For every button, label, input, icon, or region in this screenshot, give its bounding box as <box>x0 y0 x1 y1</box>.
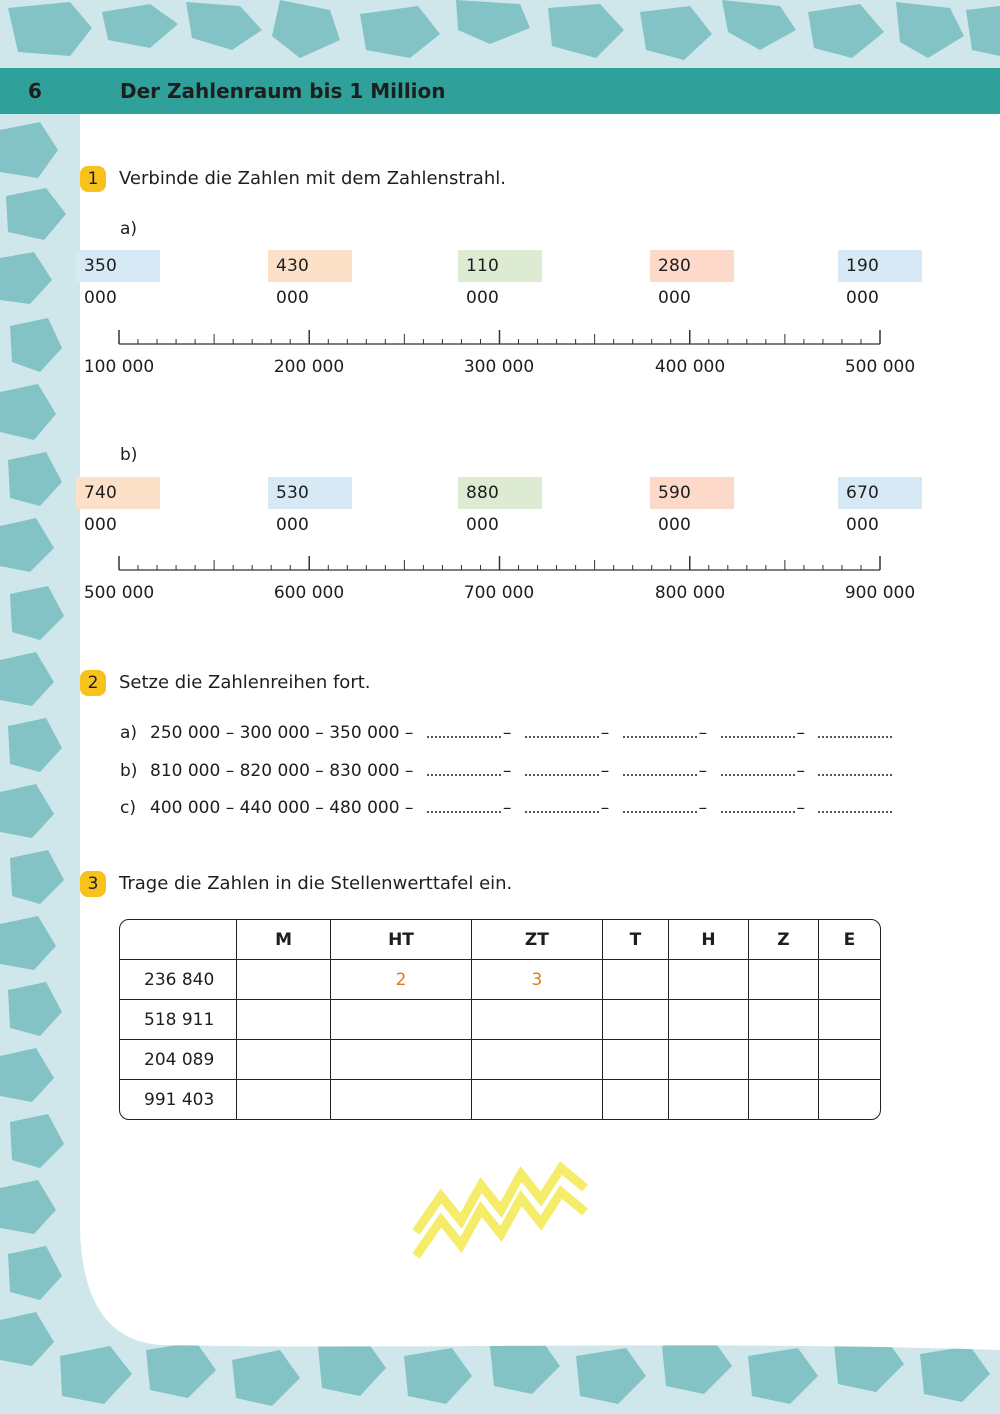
task-number-badge: 1 <box>80 166 106 192</box>
sequence-start: 810 000 – 820 000 – 830 000 – <box>150 761 414 781</box>
row-number: 518 911 <box>120 1000 237 1040</box>
column-header: ZT <box>472 920 603 960</box>
dash: – <box>502 798 512 818</box>
place-value-cell[interactable] <box>603 1000 669 1040</box>
dash: – <box>600 723 610 743</box>
number-line <box>110 546 900 586</box>
place-value-cell[interactable] <box>669 1040 749 1080</box>
place-value-cell[interactable] <box>237 1080 331 1119</box>
row-label: c) <box>120 798 136 818</box>
number-tag[interactable]: 670 000 <box>838 477 922 509</box>
place-value-cell[interactable] <box>472 1080 603 1119</box>
place-value-cell[interactable] <box>749 1080 819 1119</box>
table-header-row <box>120 920 880 960</box>
sequence-start: 250 000 – 300 000 – 350 000 – <box>150 723 414 743</box>
place-value-cell[interactable] <box>669 960 749 1000</box>
place-value-cell[interactable] <box>603 960 669 1000</box>
number-tag[interactable]: 350 000 <box>76 250 160 282</box>
table-row <box>120 960 880 1000</box>
number-tag[interactable]: 740 000 <box>76 477 160 509</box>
answer-blank[interactable] <box>525 797 599 813</box>
place-value-cell[interactable] <box>669 1000 749 1040</box>
task-instruction: Trage die Zahlen in die Stellenwerttafel ein. <box>119 873 513 894</box>
place-value-cell[interactable] <box>237 960 331 1000</box>
axis-tick-label: 100 000 <box>83 357 155 377</box>
page-number: 6 <box>28 79 42 103</box>
page-title: Der Zahlenraum bis 1 Million <box>120 79 446 103</box>
dash: – <box>698 723 708 743</box>
number-tag[interactable]: 590 000 <box>650 477 734 509</box>
header-cell-empty <box>120 920 237 960</box>
place-value-cell[interactable] <box>819 960 880 1000</box>
answer-blank[interactable] <box>427 722 501 738</box>
dash: – <box>796 798 806 818</box>
place-value-cell[interactable] <box>331 1000 472 1040</box>
answer-blank[interactable] <box>818 797 892 813</box>
axis-tick-label: 500 000 <box>83 583 155 603</box>
sequence-row <box>120 760 894 781</box>
place-value-cell[interactable]: 3 <box>472 960 603 1000</box>
column-header: M <box>237 920 331 960</box>
answer-blank[interactable] <box>427 760 501 776</box>
row-label: b) <box>120 761 138 781</box>
sequence-start: 400 000 – 440 000 – 480 000 – <box>150 798 414 818</box>
place-value-cell[interactable] <box>819 1000 880 1040</box>
dash: – <box>502 723 512 743</box>
answer-blank[interactable] <box>623 722 697 738</box>
place-value-cell[interactable]: 2 <box>331 960 472 1000</box>
dash: – <box>796 761 806 781</box>
number-line <box>110 320 900 360</box>
row-number: 204 089 <box>120 1040 237 1080</box>
number-tag[interactable]: 190 000 <box>838 250 922 282</box>
place-value-cell[interactable] <box>331 1080 472 1119</box>
table-row <box>120 1080 880 1119</box>
place-value-cell[interactable] <box>472 1000 603 1040</box>
axis-tick-label: 900 000 <box>844 583 916 603</box>
answer-blank[interactable] <box>525 760 599 776</box>
place-value-cell[interactable] <box>603 1040 669 1080</box>
dash: – <box>698 798 708 818</box>
place-value-cell[interactable] <box>472 1040 603 1080</box>
row-label: a) <box>120 723 138 743</box>
number-tag[interactable]: 110 000 <box>458 250 542 282</box>
axis-tick-label: 800 000 <box>654 583 726 603</box>
dash: – <box>600 761 610 781</box>
answer-blank[interactable] <box>818 760 892 776</box>
task-number-badge: 2 <box>80 670 106 696</box>
axis-tick-label: 600 000 <box>273 583 345 603</box>
answer-blank[interactable] <box>623 797 697 813</box>
answer-blank[interactable] <box>721 760 795 776</box>
place-value-cell[interactable] <box>749 960 819 1000</box>
place-value-cell[interactable] <box>819 1040 880 1080</box>
answer-blank[interactable] <box>525 722 599 738</box>
axis-tick-label: 200 000 <box>273 357 345 377</box>
dash: – <box>698 761 708 781</box>
subtask-label: a) <box>120 219 138 239</box>
row-number: 991 403 <box>120 1080 237 1119</box>
task-number-badge: 3 <box>80 871 106 897</box>
dash: – <box>600 798 610 818</box>
column-header: T <box>603 920 669 960</box>
answer-blank[interactable] <box>623 760 697 776</box>
task-instruction: Verbinde die Zahlen mit dem Zahlenstrahl. <box>119 168 506 189</box>
place-value-cell[interactable] <box>237 1040 331 1080</box>
number-tag[interactable]: 280 000 <box>650 250 734 282</box>
axis-tick-label: 400 000 <box>654 357 726 377</box>
task-instruction: Setze die Zahlenreihen fort. <box>119 672 371 693</box>
place-value-cell[interactable] <box>331 1040 472 1080</box>
answer-blank[interactable] <box>721 722 795 738</box>
answer-blank[interactable] <box>427 797 501 813</box>
axis-tick-label: 700 000 <box>463 583 535 603</box>
sequence-row <box>120 722 894 743</box>
table-row <box>120 1040 880 1080</box>
dash: – <box>796 723 806 743</box>
column-header: Z <box>749 920 819 960</box>
place-value-cell[interactable] <box>603 1080 669 1119</box>
place-value-cell[interactable] <box>669 1080 749 1119</box>
number-tag[interactable]: 430 000 <box>268 250 352 282</box>
axis-tick-label: 300 000 <box>463 357 535 377</box>
dash: – <box>502 761 512 781</box>
place-value-cell[interactable] <box>749 1000 819 1040</box>
answer-blank[interactable] <box>818 722 892 738</box>
subtask-label: b) <box>120 445 138 465</box>
place-value-cell[interactable] <box>819 1080 880 1119</box>
sequence-row <box>120 797 894 818</box>
place-value-cell[interactable] <box>749 1040 819 1080</box>
column-header: HT <box>331 920 472 960</box>
axis-tick-label: 500 000 <box>844 357 916 377</box>
number-tag[interactable]: 880 000 <box>458 477 542 509</box>
place-value-cell[interactable] <box>237 1000 331 1040</box>
answer-blank[interactable] <box>721 797 795 813</box>
number-tag[interactable]: 530 000 <box>268 477 352 509</box>
place-value-table <box>119 919 881 1120</box>
column-header: H <box>669 920 749 960</box>
column-header: E <box>819 920 880 960</box>
row-number: 236 840 <box>120 960 237 1000</box>
table-row <box>120 1000 880 1040</box>
